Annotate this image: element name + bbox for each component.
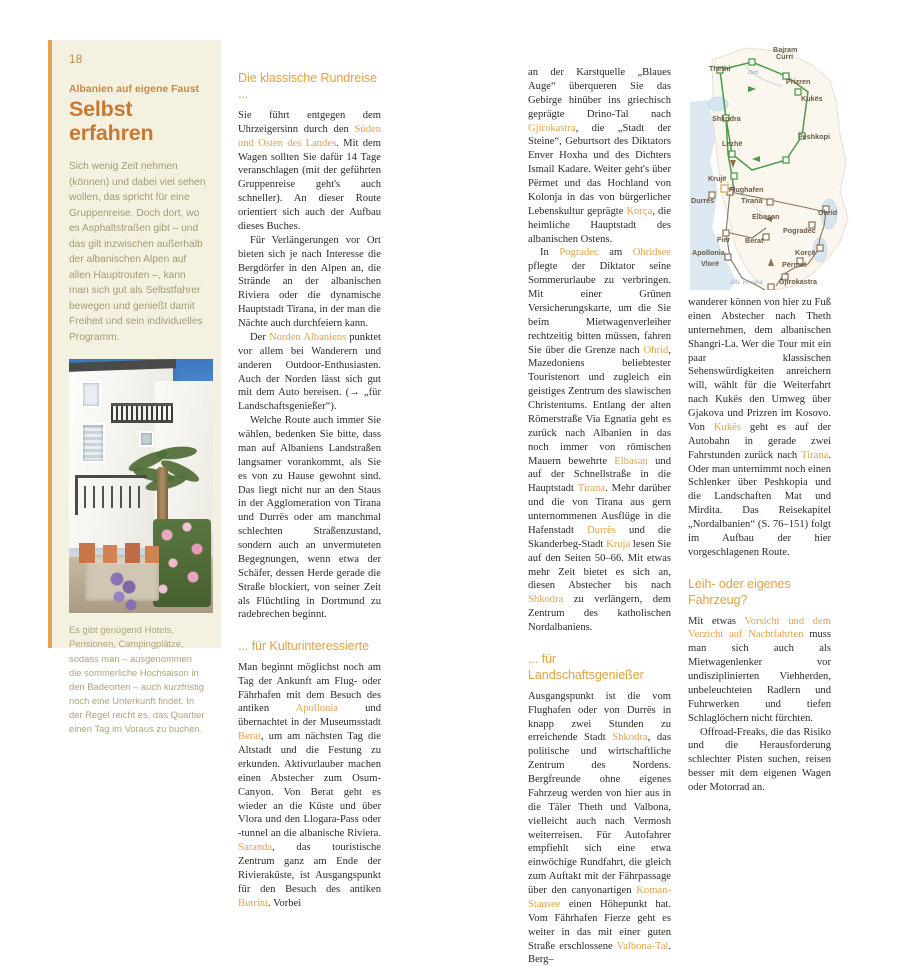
- place-highlight: Kruja: [606, 538, 631, 550]
- place-highlight: Saranda: [238, 842, 273, 854]
- map-label-vlor: Vlorë: [701, 259, 719, 268]
- heading-fahrzeug: Leih- oder eigenes Fahrzeug?: [688, 576, 791, 608]
- place-highlight: Vorsicht und dem Verzicht auf Nachtfahrten: [688, 615, 831, 641]
- paragraph-rundreise-3: [238, 331, 381, 414]
- text-run: punktet vor allem bei Wanderern und anderen Outdoor-Enthusiasten. Auch der Norden lässt sich gut mit dem Auto bereisen. (→ „für Landschaftsgenießer“).: [238, 331, 381, 413]
- map-node-vlore: [725, 254, 731, 260]
- map-label-prizren: Prizren: [786, 77, 811, 86]
- place-highlight: Ohridsee: [632, 247, 671, 259]
- map-label-kruj: Krujë: [708, 174, 727, 183]
- text-run: , Mazedoniens beliebtester Touristenort und zugleich ein geistiges Zentrum des slawischen Christentums. Entlang der alten Römerstraße Via Egnatia geht es zurück nach Albanien in das noch immer von römischen Mauern bewehrte: [528, 344, 671, 467]
- place-highlight: Koman-Stausee: [528, 885, 671, 910]
- place-highlight: Pogradec: [559, 247, 599, 259]
- place-highlight: Durrës: [587, 524, 616, 536]
- paragraph-rundreise-4: Welche Route auch immer Sie wählen, bedenken Sie bitte, dass man auf Albaniens Landstraßen langsamer vorankommt, als Sie es von zu Hause gewohnt sind. Das liegt nicht nur an den Staus in der Agglomeration von Tirana und Durrës oder am manchmal schlechten Straßenzustand, sondern auch an unvermuteten Begegnungen, wenn etwa der Schäfer, dessen Herde gerade die Straße blockiert, von seiner Zeit als Flüchtling in Dortmund zu radebrechen beginnt.: [238, 415, 381, 621]
- place-highlight: Kukës: [713, 421, 741, 433]
- map-label-peshkopi: Peshkopi: [798, 132, 830, 141]
- paragraph-fahrzeug-1: [688, 615, 831, 726]
- text-run: und auf der Schnellstraße in die Hauptstadt: [528, 455, 671, 495]
- text-column-4: [688, 296, 831, 795]
- map-label-bajram: Bajram: [773, 45, 798, 54]
- heading-klassische-rundreise: Die klassische Rundreise ...: [238, 71, 377, 102]
- map-label-fier: Fier: [717, 235, 731, 244]
- paragraph-kultur-2: [528, 246, 671, 635]
- heading-landschaftsgeniesser: ... für Landschaftsgenießer: [528, 651, 644, 683]
- place-highlight: Valbona-Tal: [616, 940, 669, 952]
- map-node-lezhe: [729, 151, 735, 157]
- text-run: muss man sich auch als Mietwagenlenker vor undisziplinierten Viehherden, unbeleuchteten Radlern und Fuhrwerken und tiefen Schlaglöchern nicht fürchten.: [688, 629, 831, 724]
- paragraph-rundreise-2: Für Verlängerungen vor Ort bieten sich je nach Interesse die Bergdörfer in den Alpen an, die Strände an der albanischen Riviera oder die dynamische Hauptstadt Tirana, in der man die Nächte auch durchfeiern kann.: [238, 234, 381, 330]
- map-label-alb-riviera: Alb. Riviera: [730, 279, 763, 286]
- photo-pergola: [75, 475, 147, 515]
- text-run: und übernachtet in der Museumsstadt: [238, 703, 381, 729]
- map-label-tirana: Tirana: [741, 196, 763, 205]
- text-run: Ausgangspunkt ist die vom Flughafen oder von Durrës in knapp zwei Stunden zu erreichende Stadt: [528, 690, 671, 744]
- airport-icon: [721, 185, 728, 192]
- sidebar-intro-text: Sich wenig Zeit nehmen (können) und dabei viel sehen wollen, das spricht für eine Gruppenreise. Doch dort, wo es Asphaltstraßen gibt – und das gilt inzwischen außerhalb der albanischen Alpen auf allen Hauptrouten –, kann man sich gut als Selbstfahrer bewegen und genießt damit Freiheit und sein individuelles Programm.: [69, 161, 206, 343]
- place-highlight: Süden und Osten des Landes: [238, 123, 381, 149]
- text-column-2: [238, 70, 381, 911]
- text-run: zu verlängern, dem Zentrum des katholischen Nordalbaniens.: [528, 594, 671, 633]
- paragraph-landschaft-continued: [688, 296, 831, 560]
- map-label-apollonia: Apollonia: [692, 248, 725, 257]
- map-node-korce: [817, 245, 823, 251]
- place-highlight: Tirana: [801, 449, 829, 461]
- place-highlight: Apollonia: [295, 703, 339, 715]
- text-run: einen Höhepunkt hat. Vom Fährhafen Fierze geht es weiter in das mit einer guten Straße erschlossene: [528, 898, 671, 952]
- map-label-kuk-s: Kukës: [801, 94, 823, 103]
- text-run: , das politische und wirtschaftliche Zentrum des Nordens. Bergfreunde ohne eigenes Fahrzeug werden von hier aus in die Täler Theth und Valbona, vielleicht auch nach Vermosh weiterreisen. Für Autofahrer empfiehlt sich eine etwa einwöchige Rundfahrt, die gleich zum Auftakt mit der Fährpassage über den canyonartigen: [528, 732, 671, 897]
- place-highlight: Korça: [626, 205, 653, 217]
- place-highlight: Shkodra: [528, 594, 564, 606]
- text-run: Sie führt entgegen dem Uhrzeigersinn durch den: [238, 109, 381, 135]
- map-label-drin: Drin: [748, 70, 759, 76]
- paragraph-kultur-1: [238, 661, 381, 911]
- map-label-curri: Curri: [776, 52, 794, 61]
- text-run: . Oder man unternimmt noch einen Schlenker über Peshkopia und die Landschaften Mat und Mirdita. Das Reisekapitel „Nordalbanien“ (S. 76–151) folgt im Aufbau der hier vorgeschlagenen Route.: [688, 449, 831, 558]
- paragraph-landschaft-1: [528, 690, 671, 967]
- text-run: . Vorbei: [268, 897, 302, 909]
- map-node-berat: [763, 234, 769, 240]
- map-label-shkodra: Shkodra: [712, 114, 741, 123]
- text-run: am: [598, 247, 633, 259]
- map-label-kor: Korçë: [795, 248, 816, 257]
- text-run: , um am nächsten Tag die Altstadt und die Festung zu erkunden. Aktivurlauber machen einen Abstecher zum Osum-Canyon. Von Berat geht es wieder an die Küste und über Vlora und den Llogara-Pass oder -tunnel an die albanische Riviera.: [238, 731, 381, 840]
- text-run: , die heimliche Hauptstadt des albanischen Ostens.: [528, 205, 671, 245]
- text-run: wanderer können von hier zu Fuß einen Abstecher nach Theth unternehmen, dem albanischen Shangri-La. Wer die Tour mit ein paar klassischen Sehenswürdigkeiten anreichern will, wählt für die Weiterfahrt nach Kukës den Umweg über Gjakova und Prizren im Kosovo. Von: [688, 297, 831, 433]
- text-run: Mit etwas: [688, 615, 745, 627]
- text-run: , die „Stadt der Steine“, Geburtsort des Diktators Enver Hoxha und des Dichters Ismail Kadare. Weiter geht's über Përmet und das Hochland von Kolonja in das von bürgerlicher Lebenskultur geprägte: [528, 122, 671, 217]
- place-highlight: Butrint: [238, 897, 269, 909]
- map-label-elbasan: Elbasan: [752, 212, 780, 221]
- text-run: Man beginnt möglichst noch am Tag der Ankunft am Flug- oder Fährhafen mit dem Besuch des antiken: [238, 661, 381, 715]
- photo-balcony: [111, 403, 173, 423]
- paragraph-fahrzeug-2: Offroad-Freaks, die das Risiko und die Herausforderung schlechter Pisten suchen, reisen besser mit dem eigenen Wagen oder Motorrad an.: [688, 726, 831, 794]
- place-highlight: Norden Albaniens: [268, 331, 347, 343]
- map-label-p-rmet: Përmet: [782, 260, 807, 269]
- map-label-lezh: Lezhë: [722, 139, 743, 148]
- albania-route-map: [690, 42, 866, 290]
- map-node-mat: [783, 157, 789, 163]
- place-highlight: Berat: [238, 731, 261, 743]
- text-run: . Mit dem Wagen sollten Sie dafür 14 Tage veranschlagen (mit der geführten Gruppenreise geht's auch schneller). An dieser Route orientiert sich auch der Aufbau dieses Buches.: [238, 137, 382, 232]
- map-node-kruje: [731, 173, 737, 179]
- text-run: geht es auf der Autobahn in gerade zwei Fahrstunden zurück nach: [688, 421, 832, 461]
- map-label-ohrid: Ohrid: [818, 208, 838, 217]
- place-highlight: Shkodra: [612, 732, 648, 744]
- map-label-thethi: Thethi: [709, 64, 731, 73]
- sidebar-panel: [48, 40, 221, 735]
- map-label-berat: Berat: [745, 236, 764, 245]
- page-number: 18: [69, 54, 83, 66]
- text-run: , das touristische Zentrum ganz am Ende der Rivieraküste, ist Ausgangspunkt für den Besuch des antiken: [238, 842, 381, 895]
- sidebar-eyebrow: Albanien auf eigene Faust: [69, 84, 200, 95]
- text-run: . Berg–: [528, 940, 671, 966]
- map-node-bajram-curri: [749, 59, 755, 65]
- text-run: In: [540, 247, 560, 259]
- place-highlight: Tirana: [577, 483, 606, 495]
- map-node-elbasan: [767, 199, 773, 205]
- text-run: . Mehr darüber und die von Tirana aus gern unternommenen Ausflüge in die Hafenstadt: [528, 483, 671, 536]
- photo-flower-pots: [79, 543, 163, 565]
- text-run: Der: [250, 331, 269, 343]
- text-run: und die Skanderbeg-Stadt: [528, 524, 671, 550]
- place-highlight: Elbasan: [614, 455, 648, 467]
- place-highlight: Gjirokastra: [528, 122, 576, 134]
- page-title: Selbst erfahren: [69, 97, 154, 145]
- map-label-flughafen: Flughafen: [729, 185, 764, 194]
- heading-kulturinteressierte: ... für Kulturinteressierte: [238, 639, 369, 654]
- photo-wisteria: [107, 571, 143, 611]
- photo-window-shutters: [81, 423, 105, 463]
- paragraph-kultur-1-continued: [528, 66, 671, 246]
- map-label-pogradec: Pogradec: [783, 226, 816, 235]
- place-highlight: Ohrid: [643, 344, 669, 356]
- map-label-durr-s: Durrës: [691, 196, 715, 205]
- text-run: an der Karstquelle „Blaues Auge“ überqueren Sie das Gebirge hinüber ins griechisch geprägte Drino-Tal nach: [528, 67, 671, 120]
- paragraph-rundreise-1: [238, 109, 381, 234]
- text-run: lesen Sie auf den Seiten 50–66. Mit etwas mehr Zeit bietet es sich an, diesen Abstecher bis nach: [528, 538, 671, 592]
- map-node-sarande: [768, 284, 774, 290]
- map-albania-landmass: [712, 45, 848, 290]
- photo-window: [81, 381, 101, 408]
- map-label-gjirokastra: Gjirokastra: [779, 277, 817, 286]
- guesthouse-photo: [69, 359, 213, 613]
- text-column-3: [528, 66, 671, 967]
- text-run: pflegte der Diktator seine Sommerurlaube zu verbringen. Mit einer Grünen Versicherungskarte, um die Sie beim Mietwagenverleiher rechtzeitig bitten müssen, fahren Sie über die Grenze nach: [528, 261, 671, 356]
- photo-caption: Es gibt genügend Hotels, Pensionen, Campingplätze, sodass man – ausgenommen die sommerliche Hochsaison in den Badeorten – auch kurzfristig noch eine Unterkunft findet. In der Regel reicht es, das Quartier einen Tag im Voraus zu buchen.: [69, 624, 205, 735]
